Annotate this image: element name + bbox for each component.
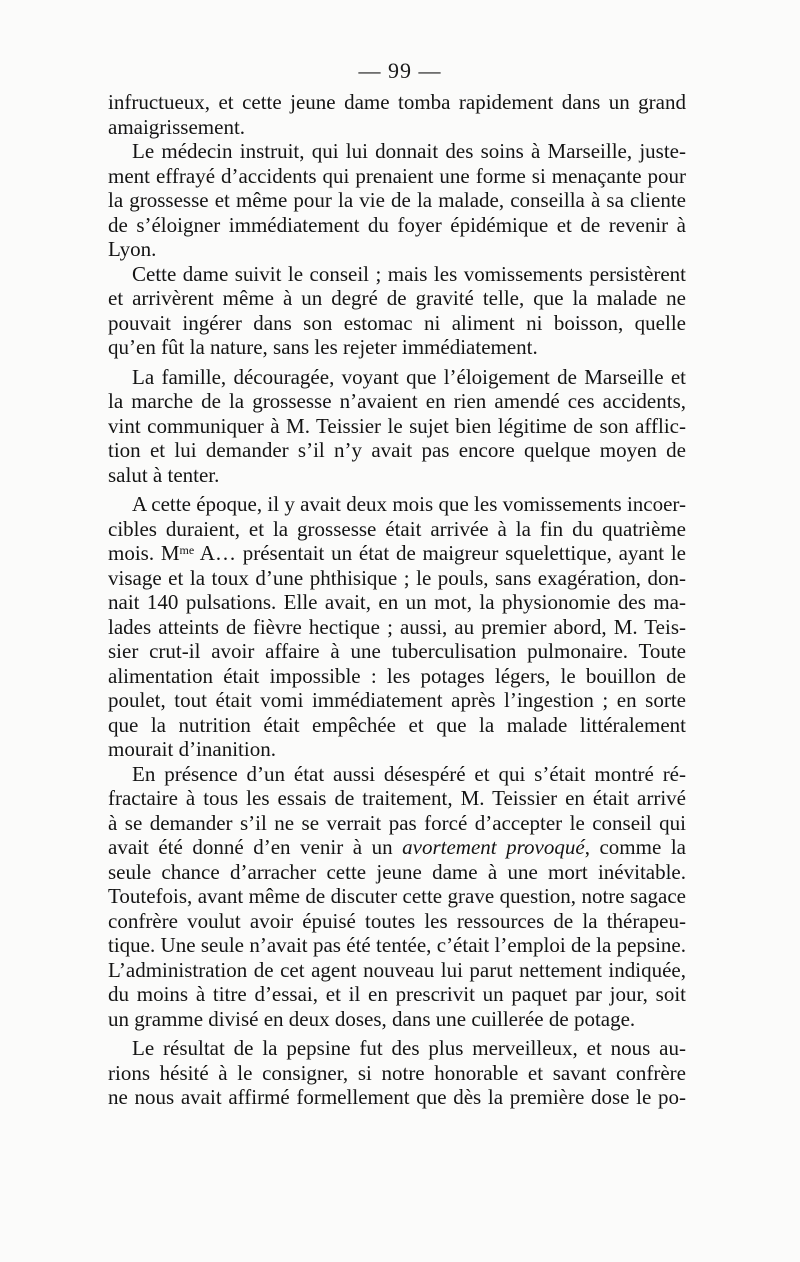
text-line: seule chance d’arracher cette jeune dame à une mort inévitable.: [108, 859, 686, 884]
paragraph: [108, 492, 686, 762]
text-line: Toutefois, avant même de discuter cette grave question, notre sagace: [108, 884, 686, 908]
text-line: Lyon.: [108, 237, 157, 261]
text-line: amaigrissement.: [108, 114, 246, 139]
text-line: visage et la toux d’une phthisique ; le pouls, sans exagération, don-: [108, 565, 686, 590]
text-line: mourait d’inanition.: [108, 737, 276, 761]
paragraph: [108, 762, 686, 1032]
text-line: tion et lui demander s’il n’y avait pas encore quelque moyen de: [108, 438, 686, 462]
text-line: ne nous avait affirmé formellement que dès la première dose le po-: [108, 1085, 686, 1109]
text-line: confrère voulut avoir épuisé toutes les ressources de la thérapeu-: [108, 908, 686, 933]
paragraph: [108, 1036, 686, 1110]
text-line: un gramme divisé en deux doses, dans une cuillerée de potage.: [108, 1006, 636, 1031]
text-line: et arrivèrent même à un degré de gravité telle, que la malade ne: [108, 286, 686, 310]
text-line: A cette époque, il y avait deux mois que les vomissements incoer-: [132, 492, 686, 516]
text-line: alimentation était impossible : les potages légers, le bouillon de: [108, 663, 686, 688]
paragraph: [108, 139, 686, 262]
text-line: du moins à titre d’essai, et il en prescrivit un paquet par jour, soit: [108, 982, 686, 1006]
text-line: pouvait ingérer dans son estomac ni aliment ni boisson, quelle: [108, 310, 686, 335]
text-line: sier crut-il avoir affaire à une tuberculisation pulmonaire. Toute: [108, 639, 686, 663]
body-text: [108, 90, 686, 1110]
text-line: rions hésité à le consigner, si notre honorable et savant confrère: [108, 1060, 686, 1085]
text-line: salut à tenter.: [108, 462, 220, 487]
text-line: fractaire à tous les essais de traitement, M. Teissier en était arrivé: [108, 786, 686, 810]
text-line: lades atteints de fièvre hectique ; aussi, au premier abord, M. Teis-: [108, 614, 686, 639]
text-line: de s’éloigner immédiatement du foyer épidémique et de revenir à: [108, 212, 686, 237]
text-line: mois. $M^{me}$ A… présentait un état de maigreur squelettique, ayant le: [108, 541, 687, 565]
text-line: qu’en fût la nature, sans les rejeter immédiatement.: [108, 335, 538, 359]
text-line: à se demander s’il ne se verrait pas forcé d’accepter le conseil qui: [108, 810, 686, 835]
superscript-abbrev: me: [179, 543, 195, 557]
text-line: Le résultat de la pepsine fut des plus merveilleux, et nous au-: [132, 1036, 686, 1060]
text-line: la marche de la grossesse n’avaient en rien amendé ces accidents,: [108, 389, 686, 413]
text-line: Cette dame suivit le conseil ; mais les vomissements persistèrent: [132, 261, 686, 286]
text-line: Le médecin instruit, qui lui donnait des soins à Marseille, juste-: [132, 139, 686, 163]
text-line: la grossesse et même pour la vie de la malade, conseilla à sa cliente: [108, 188, 686, 212]
text-line: que la nutrition était empêchée et que la malade littéralement: [108, 712, 686, 737]
paragraph: [108, 262, 686, 360]
text-line: poulet, tout était vomi immédiatement après l’ingestion ; en sorte: [108, 688, 686, 712]
text-line: L’administration de cet agent nouveau lui parut nettement indiquée,: [108, 957, 686, 982]
page-number: — 99 —: [358, 58, 442, 83]
text-line: avait été donné d’en venir à un avortement provoqué, comme la: [108, 835, 686, 859]
text-line: cibles duraient, et la grossesse était arrivée à la fin du quatrième: [108, 516, 686, 541]
paragraph: [108, 365, 686, 488]
text-line: La famille, découragée, voyant que l’éloigement de Marseille et: [132, 364, 686, 389]
text-line: vint communiquer à M. Teissier le sujet bien légitime de son afflic-: [108, 413, 686, 438]
text-line: infructueux, et cette jeune dame tomba rapidement dans un grand: [108, 90, 686, 114]
emphasized-phrase: avortement provoqué: [402, 835, 585, 859]
text-line: ment effrayé d’accidents qui prenaient une forme si menaçante pour: [108, 163, 686, 188]
text-line: nait 140 pulsations. Elle avait, en un mot, la physionomie des ma-: [108, 590, 686, 614]
text-line: En présence d’un état aussi désespéré et qui s’était montré ré-: [132, 761, 686, 786]
text-line: tique. Une seule n’avait pas été tentée, c’était l’emploi de la pepsine.: [108, 933, 686, 957]
paragraph: [108, 90, 686, 139]
